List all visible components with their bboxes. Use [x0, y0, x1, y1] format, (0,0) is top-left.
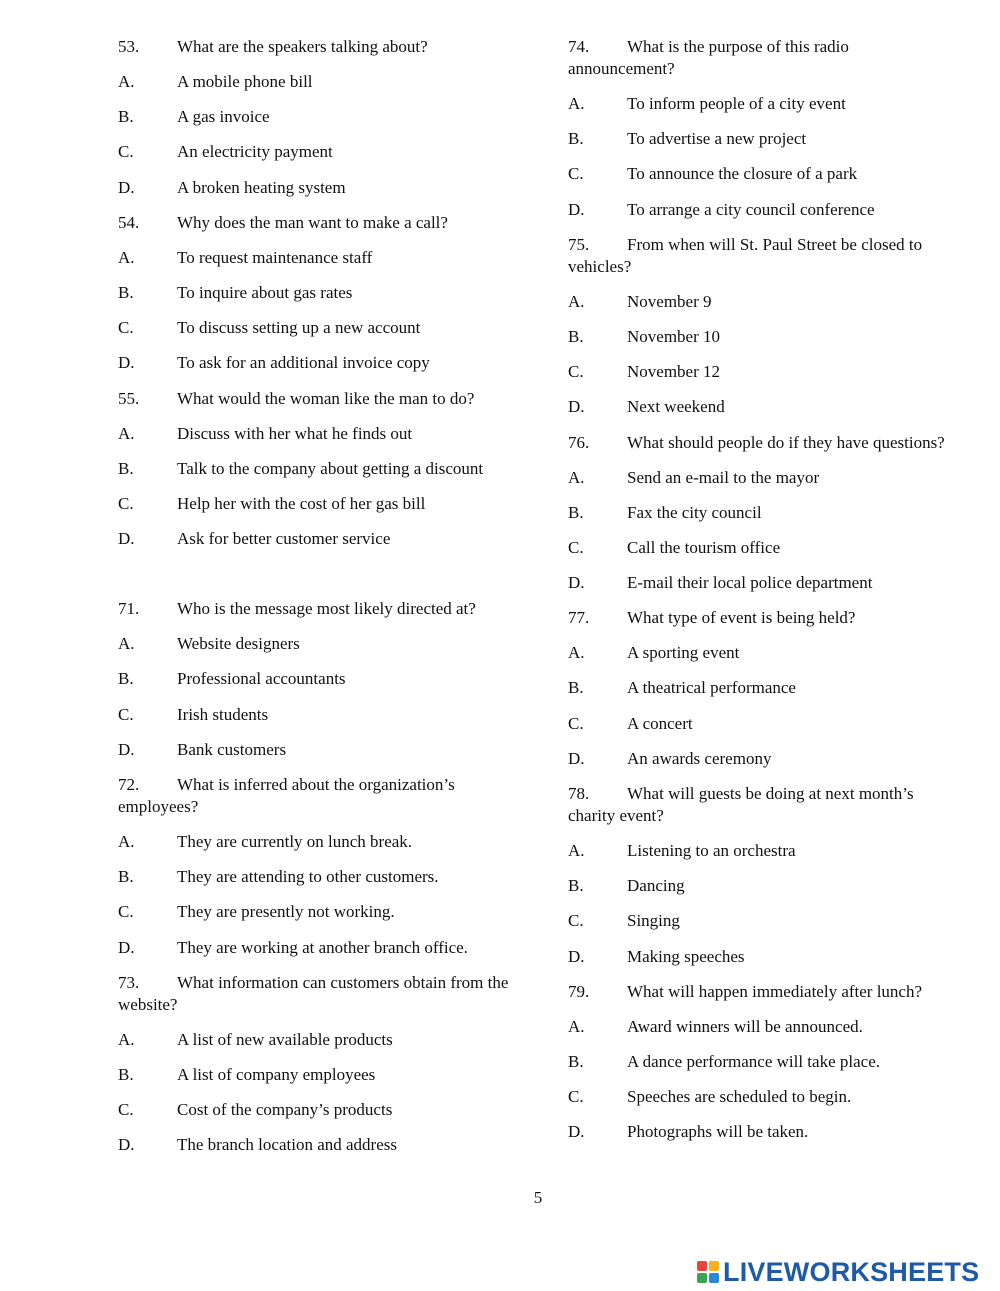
answer-option-c[interactable] [568, 1086, 953, 1108]
option-text: Ask for better customer service [177, 529, 391, 549]
question-stem [118, 388, 518, 410]
question-55 [118, 388, 518, 551]
option-text: Making speeches [627, 946, 745, 966]
question-79 [568, 981, 953, 1144]
answer-option-a[interactable] [568, 642, 953, 664]
answer-option-a[interactable] [118, 423, 518, 445]
option-letter: B. [568, 678, 584, 698]
question-number: 77. [568, 608, 590, 628]
option-letter: A. [118, 423, 135, 443]
option-text: Listening to an orchestra [627, 841, 796, 860]
option-letter: D. [568, 199, 585, 219]
answer-option-b[interactable] [118, 106, 518, 128]
answer-option-b[interactable] [568, 1051, 953, 1073]
question-number: 55. [118, 388, 140, 408]
option-letter: B. [118, 282, 134, 302]
answer-option-b[interactable] [568, 128, 953, 150]
option-text: To request maintenance staff [177, 247, 373, 267]
option-letter: B. [118, 458, 134, 478]
answer-option-b[interactable] [118, 458, 518, 480]
answer-option-c[interactable] [118, 901, 518, 923]
option-letter: C. [118, 318, 134, 338]
answer-option-c[interactable] [568, 713, 953, 735]
section-spacer [118, 563, 518, 598]
question-73 [118, 972, 518, 1157]
answer-option-b[interactable] [568, 875, 953, 897]
option-text: A gas invoice [177, 107, 270, 127]
option-text: A broken heating system [177, 177, 346, 197]
right-column [568, 36, 953, 1157]
option-letter: C. [118, 493, 134, 513]
option-text: Photographs will be taken. [627, 1122, 809, 1142]
question-number: 73. [118, 972, 140, 992]
option-text: The branch location and address [177, 1135, 397, 1155]
question-71 [118, 598, 518, 761]
logo-square-red [697, 1261, 707, 1271]
question-number: 54. [118, 212, 140, 232]
option-letter: D. [568, 573, 585, 593]
question-text: Who is the message most likely directed at? [177, 599, 476, 619]
logo-square-yellow [709, 1261, 719, 1271]
option-letter: C. [568, 713, 584, 733]
option-text: A list of new available products [177, 1029, 393, 1049]
option-letter: D. [118, 1135, 135, 1155]
answer-option-c[interactable] [118, 141, 518, 163]
option-text: Dancing [627, 876, 685, 896]
answer-option-d[interactable] [118, 937, 518, 959]
answer-option-c[interactable] [568, 163, 953, 185]
option-letter: D. [118, 937, 135, 957]
question-stem [568, 607, 953, 629]
option-letter: C. [568, 911, 584, 931]
answer-option-d[interactable] [568, 748, 953, 770]
option-text: November 10 [627, 326, 721, 346]
option-letter: C. [118, 902, 134, 922]
option-text: Call the tourism office [627, 537, 781, 557]
left-column [118, 36, 518, 1170]
option-letter: B. [118, 1064, 134, 1084]
option-letter: D. [568, 946, 585, 966]
question-75 [568, 234, 953, 419]
option-letter: A. [568, 94, 585, 113]
option-letter: A. [118, 1029, 135, 1049]
option-letter: A. [568, 841, 585, 860]
option-text: A concert [627, 713, 693, 733]
answer-option-b[interactable] [118, 866, 518, 888]
option-text: To advertise a new project [627, 129, 807, 149]
option-text: Cost of the company’s products [177, 1100, 393, 1120]
option-letter: B. [568, 502, 584, 522]
question-number: 75. [568, 234, 590, 254]
answer-option-a[interactable] [568, 840, 953, 862]
answer-option-a[interactable] [118, 831, 518, 853]
option-text: Website designers [177, 634, 300, 654]
question-stem [568, 36, 953, 80]
option-text: A list of company employees [177, 1064, 376, 1084]
option-letter: A. [568, 643, 585, 663]
option-text: To arrange a city council conference [627, 199, 875, 219]
option-text: They are working at another branch office. [177, 937, 468, 957]
question-stem [568, 783, 953, 827]
answer-option-b[interactable] [118, 668, 518, 690]
answer-option-c[interactable] [568, 537, 953, 559]
option-letter: D. [118, 739, 135, 759]
option-text: Speeches are scheduled to begin. [627, 1087, 852, 1107]
question-text: What information can customers obtain from the website? [118, 972, 509, 1014]
option-letter: C. [118, 704, 134, 724]
option-letter: D. [118, 177, 135, 197]
question-text: What are the speakers talking about? [177, 37, 428, 56]
option-text: Award winners will be announced. [627, 1016, 863, 1036]
question-number: 79. [568, 981, 590, 1001]
option-letter: A. [568, 291, 585, 311]
answer-option-d[interactable] [568, 572, 953, 594]
option-letter: A. [118, 832, 135, 851]
option-letter: B. [568, 1051, 584, 1071]
question-stem [118, 774, 518, 818]
option-letter: A. [118, 634, 135, 654]
option-text: A theatrical performance [627, 678, 796, 698]
option-text: An electricity payment [177, 142, 333, 162]
option-letter: C. [568, 362, 584, 382]
answer-option-c[interactable] [568, 910, 953, 932]
question-text: What is the purpose of this radio announcement? [568, 37, 849, 78]
question-stem [118, 36, 518, 58]
option-letter: B. [568, 326, 584, 346]
answer-option-a[interactable] [118, 71, 518, 93]
question-text: Why does the man want to make a call? [177, 212, 448, 232]
option-letter: C. [118, 142, 134, 162]
option-text: E-mail their local police department [627, 573, 873, 593]
answer-option-c[interactable] [118, 317, 518, 339]
question-stem [118, 212, 518, 234]
question-number: 53. [118, 37, 140, 56]
answer-option-a[interactable] [568, 93, 953, 115]
question-76 [568, 432, 953, 595]
answer-option-d[interactable] [118, 352, 518, 374]
answer-option-a[interactable] [568, 467, 953, 489]
question-stem [568, 234, 953, 278]
answer-option-a[interactable] [568, 1016, 953, 1038]
option-text: To discuss setting up a new account [177, 318, 421, 338]
answer-option-a[interactable] [118, 247, 518, 269]
question-text: What should people do if they have questions? [627, 432, 945, 452]
option-text: November 9 [627, 291, 712, 311]
question-74 [568, 36, 953, 221]
answer-option-d[interactable] [568, 946, 953, 968]
option-text: To announce the closure of a park [627, 164, 858, 184]
answer-option-d[interactable] [118, 739, 518, 761]
option-text: November 12 [627, 362, 721, 382]
question-77 [568, 607, 953, 770]
answer-option-b[interactable] [568, 677, 953, 699]
option-text: A mobile phone bill [177, 72, 313, 91]
answer-option-c[interactable] [568, 361, 953, 383]
question-53 [118, 36, 518, 199]
option-text: Discuss with her what he finds out [177, 423, 413, 443]
question-stem [568, 432, 953, 454]
option-text: To inquire about gas rates [177, 282, 353, 302]
logo-square-blue [709, 1273, 719, 1283]
option-letter: A. [118, 247, 135, 267]
option-text: They are attending to other customers. [177, 867, 439, 887]
brand-wordmark: LIVEWORKSHEETS [723, 1256, 980, 1287]
answer-option-d[interactable] [568, 1121, 953, 1143]
answer-option-b[interactable] [568, 502, 953, 524]
liveworksheets-brand[interactable] [697, 1255, 979, 1289]
option-letter: C. [568, 1087, 584, 1107]
logo-square-green [697, 1273, 707, 1283]
question-stem [118, 972, 518, 1016]
option-letter: D. [568, 1122, 585, 1142]
option-text: They are currently on lunch break. [177, 832, 413, 851]
option-text: Help her with the cost of her gas bill [177, 493, 426, 513]
answer-option-d[interactable] [568, 199, 953, 221]
question-text: What would the woman like the man to do? [177, 388, 475, 408]
option-text: Send an e-mail to the mayor [627, 467, 820, 487]
option-letter: B. [568, 129, 584, 149]
option-text: Singing [627, 911, 680, 931]
option-letter: D. [568, 748, 585, 768]
liveworksheets-logo-icon [697, 1261, 719, 1283]
option-text: To inform people of a city event [627, 94, 846, 113]
option-text: Bank customers [177, 739, 287, 759]
question-text: What will happen immediately after lunch? [627, 981, 923, 1001]
answer-option-b[interactable] [118, 282, 518, 304]
question-72 [118, 774, 518, 959]
question-54 [118, 212, 518, 375]
answer-option-d[interactable] [118, 1134, 518, 1156]
option-letter: D. [568, 397, 585, 417]
answer-option-d[interactable] [568, 396, 953, 418]
option-letter: A. [568, 467, 585, 487]
option-text: An awards ceremony [627, 748, 772, 768]
question-number: 78. [568, 784, 590, 803]
question-stem [568, 981, 953, 1003]
question-number: 76. [568, 432, 590, 452]
question-text: From when will St. Paul Street be closed to vehicles? [568, 234, 923, 276]
answer-option-c[interactable] [118, 1099, 518, 1121]
option-text: A sporting event [627, 643, 740, 663]
option-letter: B. [568, 876, 584, 896]
page-number: 5 [533, 1188, 543, 1207]
answer-option-b[interactable] [568, 326, 953, 348]
option-letter: C. [118, 1100, 134, 1120]
answer-option-c[interactable] [118, 493, 518, 515]
option-text: Irish students [177, 704, 269, 724]
option-letter: A. [568, 1016, 585, 1036]
question-78 [568, 783, 953, 968]
option-letter: C. [568, 164, 584, 184]
option-text: They are presently not working. [177, 902, 395, 922]
option-letter: C. [568, 537, 584, 557]
question-stem [118, 598, 518, 620]
option-letter: B. [118, 107, 134, 127]
question-number: 71. [118, 599, 140, 619]
option-text: A dance performance will take place. [627, 1051, 880, 1071]
question-text: What will guests be doing at next month’s charity event? [568, 784, 914, 825]
question-text: What type of event is being held? [627, 608, 856, 628]
answer-option-a[interactable] [118, 633, 518, 655]
answer-option-d[interactable] [118, 177, 518, 199]
answer-option-b[interactable] [118, 1064, 518, 1086]
question-text: What is inferred about the organization’s employees? [118, 775, 455, 816]
option-text: Fax the city council [627, 502, 762, 522]
option-text: Next weekend [627, 397, 725, 417]
option-letter: A. [118, 72, 135, 91]
option-letter: D. [118, 529, 135, 549]
option-letter: B. [118, 867, 134, 887]
option-text: Professional accountants [177, 669, 346, 689]
answer-option-d[interactable] [118, 528, 518, 550]
answer-option-a[interactable] [118, 1029, 518, 1051]
question-number: 72. [118, 775, 140, 794]
option-letter: B. [118, 669, 134, 689]
answer-option-a[interactable] [568, 291, 953, 313]
question-number: 74. [568, 37, 590, 56]
option-text: To ask for an additional invoice copy [177, 353, 430, 373]
option-letter: D. [118, 353, 135, 373]
option-text: Talk to the company about getting a discount [177, 458, 484, 478]
answer-option-c[interactable] [118, 704, 518, 726]
